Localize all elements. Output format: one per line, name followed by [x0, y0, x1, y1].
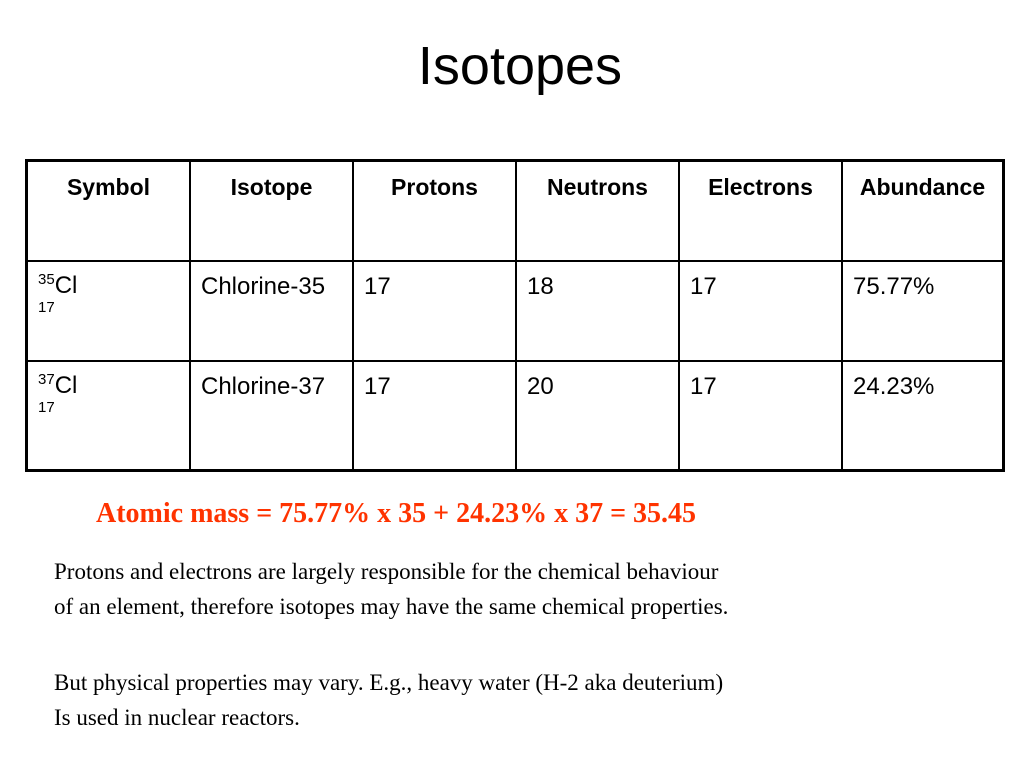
- symbol-cell: [27, 361, 191, 471]
- slide-title: Isotopes: [417, 36, 623, 96]
- isotope-table: [25, 159, 1005, 472]
- header-protons: Protons: [353, 161, 516, 261]
- atomic-mass-formula: Atomic mass = 75.77% x 35 + 24.23% x 37 = 35.45: [96, 498, 697, 529]
- isotope-symbol: [38, 270, 77, 315]
- element-symbol: Cl: [54, 371, 78, 399]
- symbol-cell: [27, 261, 191, 361]
- header-neutrons: Neutrons: [516, 161, 679, 261]
- protons-cell: 17: [353, 361, 516, 471]
- paragraph-line: of an element, therefore isotopes may have the same chemical properties.: [54, 594, 729, 619]
- mass-number: 37: [38, 370, 55, 388]
- electrons-cell: 17: [679, 361, 842, 471]
- paragraph-line: Is used in nuclear reactors.: [54, 705, 300, 730]
- neutrons-cell: 20: [516, 361, 679, 471]
- isotope-cell: Chlorine-37: [190, 361, 353, 471]
- header-symbol: Symbol: [27, 161, 191, 261]
- abundance-cell: 75.77%: [842, 261, 1004, 361]
- atomic-number: 17: [38, 298, 55, 316]
- paragraph-line: But physical properties may vary. E.g., heavy water (H-2 aka deuterium): [54, 670, 724, 695]
- isotope-cell: Chlorine-35: [190, 261, 353, 361]
- table-row: [27, 361, 1004, 471]
- paragraph-line: Protons and electrons are largely responsible for the chemical behaviour: [54, 559, 719, 584]
- header-isotope: Isotope: [190, 161, 353, 261]
- protons-cell: 17: [353, 261, 516, 361]
- paragraph-chemical-behaviour: [54, 554, 954, 624]
- mass-number: 35: [38, 270, 55, 288]
- neutrons-cell: 18: [516, 261, 679, 361]
- paragraph-physical-properties: [54, 665, 954, 735]
- electrons-cell: 17: [679, 261, 842, 361]
- abundance-cell: 24.23%: [842, 361, 1004, 471]
- isotope-symbol: [38, 370, 77, 415]
- atomic-number: 17: [38, 398, 55, 416]
- header-electrons: Electrons: [679, 161, 842, 261]
- table-header-row: [27, 161, 1004, 261]
- element-symbol: Cl: [54, 271, 78, 299]
- table-row: [27, 261, 1004, 361]
- header-abundance: Abundance: [842, 161, 1004, 261]
